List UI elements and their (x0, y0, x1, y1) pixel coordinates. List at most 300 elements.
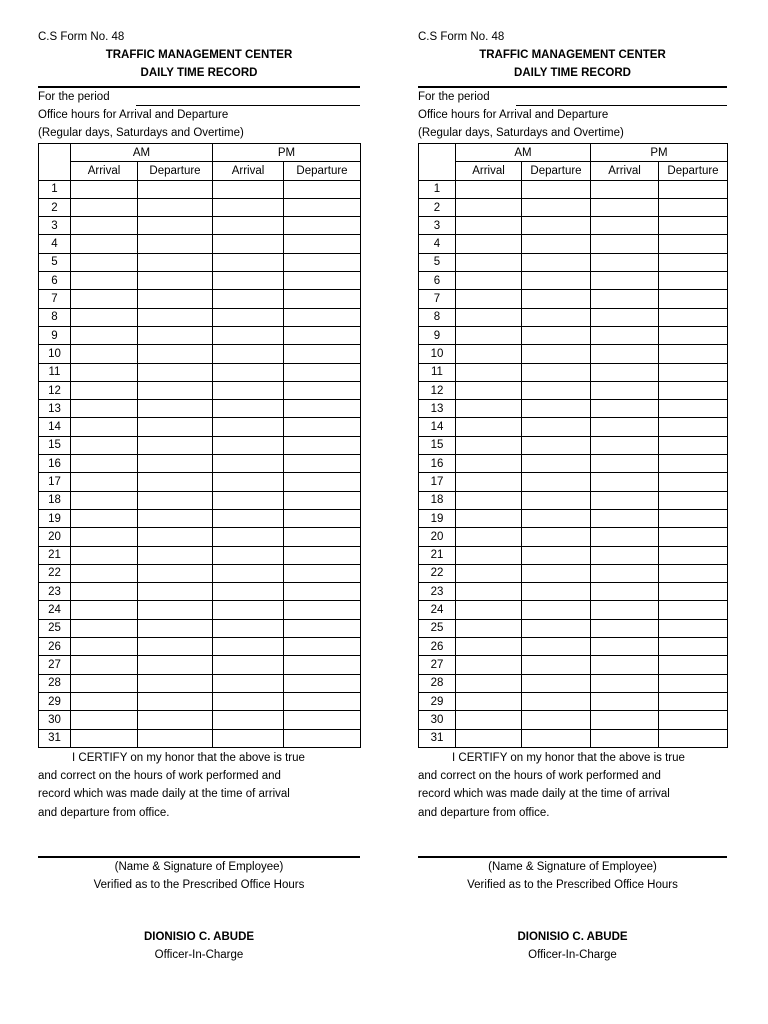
pm-arrival-cell[interactable] (591, 528, 659, 546)
am-departure-cell[interactable] (138, 564, 213, 582)
pm-arrival-cell[interactable] (591, 180, 659, 198)
am-departure-cell[interactable] (138, 290, 213, 308)
pm-departure-cell[interactable] (659, 253, 728, 271)
am-departure-cell[interactable] (522, 638, 591, 656)
am-departure-cell[interactable] (522, 217, 591, 235)
am-header: AM (71, 144, 213, 162)
pm-arrival-cell[interactable] (213, 253, 284, 271)
am-departure-cell[interactable] (522, 363, 591, 381)
am-departure-cell[interactable] (138, 272, 213, 290)
am-departure-cell[interactable] (522, 345, 591, 363)
pm-departure-cell[interactable] (659, 638, 728, 656)
am-arrival-cell[interactable] (71, 546, 138, 564)
am-arrival-cell[interactable] (456, 272, 522, 290)
pm-departure-cell[interactable] (284, 601, 361, 619)
am-departure-cell[interactable] (138, 381, 213, 399)
am-departure-cell[interactable] (522, 400, 591, 418)
pm-arrival-cell[interactable] (591, 491, 659, 509)
pm-arrival-cell[interactable] (591, 601, 659, 619)
am-arrival-cell[interactable] (71, 674, 138, 692)
pm-arrival-cell[interactable] (591, 363, 659, 381)
table-row (419, 638, 728, 656)
pm-departure-cell[interactable] (659, 180, 728, 198)
am-departure-cell[interactable] (522, 564, 591, 582)
am-departure-cell[interactable] (522, 491, 591, 509)
am-arrival-cell[interactable] (71, 253, 138, 271)
am-arrival-cell[interactable] (71, 308, 138, 326)
pm-arrival-cell[interactable] (213, 217, 284, 235)
pm-arrival-cell[interactable] (213, 638, 284, 656)
organization-name: TRAFFIC MANAGEMENT CENTER (479, 49, 666, 61)
am-departure-cell[interactable] (522, 326, 591, 344)
pm-departure-cell[interactable] (284, 198, 361, 216)
am-arrival-cell[interactable] (456, 381, 522, 399)
am-arrival-cell[interactable] (71, 198, 138, 216)
am-arrival-cell[interactable] (456, 601, 522, 619)
pm-departure-cell[interactable] (659, 436, 728, 454)
am-arrival-cell[interactable] (71, 473, 138, 491)
am-departure-cell[interactable] (138, 692, 213, 710)
pm-departure-cell[interactable] (284, 711, 361, 729)
am-departure-cell[interactable] (522, 272, 591, 290)
pm-arrival-cell[interactable] (591, 253, 659, 271)
am-arrival-cell[interactable] (456, 546, 522, 564)
pm-departure-cell[interactable] (284, 638, 361, 656)
table-row (419, 491, 728, 509)
day-number: 17 (39, 473, 71, 491)
am-departure-cell[interactable] (138, 729, 213, 747)
pm-departure-cell[interactable] (284, 253, 361, 271)
am-arrival-cell[interactable] (71, 400, 138, 418)
am-arrival-cell[interactable] (456, 619, 522, 637)
pm-departure-cell[interactable] (659, 272, 728, 290)
pm-departure-cell[interactable] (659, 418, 728, 436)
day-number: 23 (39, 583, 71, 601)
pm-arrival-cell[interactable] (591, 455, 659, 473)
table-row (39, 198, 361, 216)
am-departure-cell[interactable] (138, 400, 213, 418)
day-number: 15 (419, 436, 456, 454)
pm-departure-cell[interactable] (284, 345, 361, 363)
am-arrival-cell[interactable] (456, 418, 522, 436)
am-departure-cell[interactable] (138, 363, 213, 381)
am-arrival-cell[interactable] (456, 564, 522, 582)
organization-name: TRAFFIC MANAGEMENT CENTER (105, 49, 293, 61)
table-row (419, 619, 728, 637)
pm-arrival-cell[interactable] (213, 308, 284, 326)
am-departure-cell[interactable] (522, 290, 591, 308)
am-departure-cell[interactable] (138, 418, 213, 436)
am-departure-cell[interactable] (138, 198, 213, 216)
pm-arrival-cell[interactable] (213, 290, 284, 308)
am-departure-cell[interactable] (522, 692, 591, 710)
table-row (39, 491, 361, 509)
am-departure-cell[interactable] (138, 491, 213, 509)
pm-arrival-cell[interactable] (591, 583, 659, 601)
pm-arrival-cell[interactable] (591, 564, 659, 582)
pm-departure-cell[interactable] (659, 711, 728, 729)
table-row (419, 235, 728, 253)
am-arrival-cell[interactable] (71, 619, 138, 637)
pm-departure-cell[interactable] (659, 308, 728, 326)
am-departure-cell[interactable] (522, 418, 591, 436)
am-departure-cell[interactable] (522, 674, 591, 692)
pm-departure-cell[interactable] (284, 180, 361, 198)
day-number: 30 (39, 711, 71, 729)
am-arrival-cell[interactable] (456, 656, 522, 674)
pm-arrival-cell[interactable] (591, 290, 659, 308)
pm-departure-header: Departure (659, 162, 728, 180)
am-arrival-cell[interactable] (71, 436, 138, 454)
pm-arrival-cell[interactable] (213, 235, 284, 253)
pm-departure-cell[interactable] (284, 546, 361, 564)
pm-departure-header: Departure (284, 162, 361, 180)
pm-departure-cell[interactable] (659, 601, 728, 619)
pm-departure-cell[interactable] (284, 509, 361, 527)
am-arrival-cell[interactable] (71, 363, 138, 381)
day-number: 17 (419, 473, 456, 491)
pm-arrival-cell[interactable] (213, 363, 284, 381)
am-departure-cell[interactable] (138, 326, 213, 344)
day-number: 26 (419, 638, 456, 656)
pm-departure-cell[interactable] (659, 656, 728, 674)
am-arrival-cell[interactable] (71, 235, 138, 253)
am-departure-cell[interactable] (138, 180, 213, 198)
pm-arrival-cell[interactable] (591, 272, 659, 290)
am-departure-cell[interactable] (138, 583, 213, 601)
am-arrival-cell[interactable] (456, 491, 522, 509)
pm-arrival-cell[interactable] (213, 455, 284, 473)
pm-arrival-cell[interactable] (213, 711, 284, 729)
am-departure-cell[interactable] (138, 253, 213, 271)
am-arrival-cell[interactable] (456, 308, 522, 326)
am-departure-cell[interactable] (138, 217, 213, 235)
pm-arrival-cell[interactable] (591, 619, 659, 637)
am-arrival-cell[interactable] (456, 692, 522, 710)
pm-departure-cell[interactable] (659, 400, 728, 418)
am-arrival-cell[interactable] (71, 217, 138, 235)
am-arrival-cell[interactable] (71, 692, 138, 710)
pm-departure-cell[interactable] (284, 217, 361, 235)
pm-departure-cell[interactable] (284, 381, 361, 399)
officer-name: DIONISIO C. ABUDE (143, 930, 255, 943)
pm-arrival-cell[interactable] (591, 729, 659, 747)
am-arrival-cell[interactable] (71, 272, 138, 290)
pm-arrival-cell[interactable] (213, 656, 284, 674)
am-arrival-cell[interactable] (71, 491, 138, 509)
am-arrival-cell[interactable] (456, 455, 522, 473)
am-arrival-cell[interactable] (71, 729, 138, 747)
am-arrival-cell[interactable] (71, 656, 138, 674)
pm-departure-cell[interactable] (284, 235, 361, 253)
pm-departure-cell[interactable] (659, 692, 728, 710)
pm-arrival-cell[interactable] (213, 272, 284, 290)
am-arrival-cell[interactable] (71, 345, 138, 363)
am-departure-cell[interactable] (522, 180, 591, 198)
am-arrival-cell[interactable] (71, 601, 138, 619)
pm-departure-cell[interactable] (284, 363, 361, 381)
table-row (39, 418, 361, 436)
am-arrival-cell[interactable] (456, 583, 522, 601)
am-arrival-cell[interactable] (456, 253, 522, 271)
pm-arrival-cell[interactable] (213, 692, 284, 710)
pm-departure-cell[interactable] (284, 272, 361, 290)
pm-arrival-cell[interactable] (213, 345, 284, 363)
day-number: 3 (419, 217, 456, 235)
am-departure-cell[interactable] (522, 619, 591, 637)
pm-arrival-cell[interactable] (591, 198, 659, 216)
am-departure-cell[interactable] (522, 583, 591, 601)
pm-arrival-cell[interactable] (591, 638, 659, 656)
pm-departure-cell[interactable] (659, 528, 728, 546)
day-number: 12 (419, 381, 456, 399)
day-number: 21 (419, 546, 456, 564)
day-number: 22 (39, 564, 71, 582)
pm-arrival-cell[interactable] (213, 528, 284, 546)
day-number: 4 (419, 235, 456, 253)
am-arrival-cell[interactable] (456, 400, 522, 418)
pm-arrival-cell[interactable] (591, 436, 659, 454)
form-number: C.S Form No. 48 (38, 31, 125, 43)
pm-arrival-cell[interactable] (213, 601, 284, 619)
am-departure-cell[interactable] (138, 601, 213, 619)
am-departure-cell[interactable] (138, 638, 213, 656)
period-field[interactable] (136, 88, 360, 106)
pm-arrival-cell[interactable] (213, 729, 284, 747)
table-row (419, 729, 728, 747)
table-row (39, 345, 361, 363)
period-field[interactable] (516, 88, 727, 106)
pm-departure-cell[interactable] (284, 326, 361, 344)
pm-arrival-cell[interactable] (591, 692, 659, 710)
am-arrival-cell[interactable] (456, 198, 522, 216)
pm-arrival-cell[interactable] (591, 381, 659, 399)
am-arrival-cell[interactable] (456, 509, 522, 527)
pm-departure-cell[interactable] (659, 491, 728, 509)
am-departure-cell[interactable] (138, 619, 213, 637)
pm-arrival-cell[interactable] (213, 583, 284, 601)
table-row (39, 711, 361, 729)
pm-arrival-cell[interactable] (591, 400, 659, 418)
am-departure-cell[interactable] (138, 509, 213, 527)
pm-arrival-cell[interactable] (591, 326, 659, 344)
pm-arrival-cell[interactable] (213, 180, 284, 198)
table-row (39, 638, 361, 656)
pm-arrival-cell[interactable] (591, 308, 659, 326)
pm-departure-cell[interactable] (284, 619, 361, 637)
day-number: 23 (419, 583, 456, 601)
am-departure-cell[interactable] (138, 473, 213, 491)
am-departure-cell[interactable] (138, 656, 213, 674)
am-departure-cell[interactable] (522, 729, 591, 747)
am-departure-cell[interactable] (138, 528, 213, 546)
pm-arrival-cell[interactable] (591, 418, 659, 436)
am-departure-cell[interactable] (522, 253, 591, 271)
employee-signature-label: (Name & Signature of Employee) (114, 860, 284, 873)
pm-departure-cell[interactable] (659, 455, 728, 473)
am-departure-cell[interactable] (522, 308, 591, 326)
am-arrival-cell[interactable] (71, 290, 138, 308)
pm-arrival-cell[interactable] (213, 674, 284, 692)
pm-arrival-cell[interactable] (591, 656, 659, 674)
am-arrival-cell[interactable] (456, 674, 522, 692)
am-departure-cell[interactable] (138, 308, 213, 326)
am-departure-cell[interactable] (138, 345, 213, 363)
pm-arrival-cell[interactable] (591, 674, 659, 692)
pm-departure-cell[interactable] (284, 528, 361, 546)
am-arrival-cell[interactable] (71, 455, 138, 473)
pm-departure-cell[interactable] (659, 546, 728, 564)
am-departure-cell[interactable] (522, 601, 591, 619)
am-departure-cell[interactable] (522, 546, 591, 564)
period-row (38, 86, 360, 106)
am-arrival-cell[interactable] (71, 326, 138, 344)
employee-signature-label: (Name & Signature of Employee) (488, 860, 657, 873)
am-arrival-cell[interactable] (71, 638, 138, 656)
pm-departure-cell[interactable] (284, 400, 361, 418)
pm-arrival-cell[interactable] (213, 381, 284, 399)
pm-departure-cell[interactable] (284, 436, 361, 454)
pm-departure-cell[interactable] (284, 583, 361, 601)
day-number: 25 (39, 619, 71, 637)
pm-departure-cell[interactable] (284, 455, 361, 473)
pm-departure-cell[interactable] (284, 564, 361, 582)
am-departure-cell[interactable] (522, 455, 591, 473)
am-departure-cell[interactable] (138, 436, 213, 454)
table-row (39, 253, 361, 271)
am-departure-cell[interactable] (138, 546, 213, 564)
pm-departure-cell[interactable] (284, 290, 361, 308)
am-arrival-cell[interactable] (71, 528, 138, 546)
pm-departure-cell[interactable] (659, 217, 728, 235)
am-departure-cell[interactable] (522, 656, 591, 674)
pm-departure-cell[interactable] (284, 418, 361, 436)
pm-arrival-cell[interactable] (213, 473, 284, 491)
am-departure-cell[interactable] (138, 711, 213, 729)
pm-departure-cell[interactable] (284, 473, 361, 491)
table-row (419, 253, 728, 271)
pm-arrival-cell[interactable] (591, 473, 659, 491)
pm-arrival-cell[interactable] (591, 509, 659, 527)
pm-arrival-cell[interactable] (213, 400, 284, 418)
table-row (39, 363, 361, 381)
am-departure-cell[interactable] (522, 381, 591, 399)
pm-arrival-cell[interactable] (591, 711, 659, 729)
pm-arrival-cell[interactable] (213, 619, 284, 637)
am-arrival-cell[interactable] (71, 180, 138, 198)
am-arrival-cell[interactable] (71, 381, 138, 399)
am-departure-cell[interactable] (522, 436, 591, 454)
pm-arrival-cell[interactable] (213, 198, 284, 216)
pm-departure-cell[interactable] (659, 564, 728, 582)
pm-arrival-cell[interactable] (213, 491, 284, 509)
pm-arrival-cell[interactable] (213, 326, 284, 344)
day-number: 5 (39, 253, 71, 271)
pm-departure-cell[interactable] (659, 290, 728, 308)
am-departure-cell[interactable] (138, 455, 213, 473)
am-arrival-cell[interactable] (71, 418, 138, 436)
am-departure-cell[interactable] (522, 235, 591, 253)
day-number: 22 (419, 564, 456, 582)
pm-departure-cell[interactable] (659, 198, 728, 216)
table-row (39, 381, 361, 399)
pm-arrival-cell[interactable] (213, 564, 284, 582)
table-row (39, 509, 361, 527)
day-number: 19 (39, 509, 71, 527)
am-departure-cell[interactable] (522, 711, 591, 729)
pm-departure-cell[interactable] (659, 583, 728, 601)
am-arrival-cell[interactable] (456, 235, 522, 253)
certification (38, 749, 360, 822)
pm-arrival-cell[interactable] (591, 235, 659, 253)
am-arrival-cell[interactable] (456, 638, 522, 656)
am-departure-cell[interactable] (138, 674, 213, 692)
pm-departure-cell[interactable] (659, 729, 728, 747)
pm-departure-cell[interactable] (284, 729, 361, 747)
certify-line: and correct on the hours of work performed and (418, 770, 661, 783)
day-number: 31 (419, 729, 456, 747)
pm-departure-cell[interactable] (659, 326, 728, 344)
am-arrival-cell[interactable] (456, 436, 522, 454)
am-departure-cell[interactable] (522, 473, 591, 491)
am-arrival-cell[interactable] (456, 711, 522, 729)
am-arrival-cell[interactable] (456, 345, 522, 363)
pm-arrival-cell[interactable] (591, 217, 659, 235)
pm-arrival-cell[interactable] (213, 418, 284, 436)
pm-departure-cell[interactable] (659, 674, 728, 692)
table-row (419, 381, 728, 399)
am-arrival-cell[interactable] (456, 326, 522, 344)
am-arrival-cell[interactable] (456, 217, 522, 235)
pm-departure-cell[interactable] (659, 619, 728, 637)
pm-departure-cell[interactable] (659, 509, 728, 527)
pm-departure-cell[interactable] (659, 345, 728, 363)
am-arrival-cell[interactable] (71, 509, 138, 527)
pm-departure-cell[interactable] (659, 381, 728, 399)
am-arrival-cell[interactable] (456, 363, 522, 381)
am-arrival-cell[interactable] (71, 583, 138, 601)
pm-arrival-cell[interactable] (213, 546, 284, 564)
am-arrival-cell[interactable] (456, 729, 522, 747)
pm-departure-cell[interactable] (284, 656, 361, 674)
table-row (419, 217, 728, 235)
am-arrival-cell[interactable] (456, 528, 522, 546)
pm-departure-cell[interactable] (284, 491, 361, 509)
pm-arrival-cell[interactable] (591, 345, 659, 363)
am-departure-cell[interactable] (522, 528, 591, 546)
am-departure-cell[interactable] (522, 198, 591, 216)
pm-arrival-cell[interactable] (213, 509, 284, 527)
office-hours-label: Office hours for Arrival and Departure (38, 109, 229, 121)
pm-departure-cell[interactable] (284, 308, 361, 326)
pm-departure-cell[interactable] (284, 692, 361, 710)
am-arrival-cell[interactable] (456, 290, 522, 308)
pm-arrival-cell[interactable] (213, 436, 284, 454)
am-departure-cell[interactable] (522, 509, 591, 527)
pm-departure-cell[interactable] (659, 363, 728, 381)
pm-departure-cell[interactable] (659, 235, 728, 253)
pm-arrival-cell[interactable] (591, 546, 659, 564)
am-arrival-cell[interactable] (71, 711, 138, 729)
pm-departure-cell[interactable] (659, 473, 728, 491)
verified-label: Verified as to the Prescribed Office Hours (467, 878, 678, 891)
am-arrival-cell[interactable] (456, 473, 522, 491)
pm-departure-cell[interactable] (284, 674, 361, 692)
day-number: 16 (419, 455, 456, 473)
am-arrival-cell[interactable] (71, 564, 138, 582)
am-departure-cell[interactable] (138, 235, 213, 253)
am-arrival-cell[interactable] (456, 180, 522, 198)
